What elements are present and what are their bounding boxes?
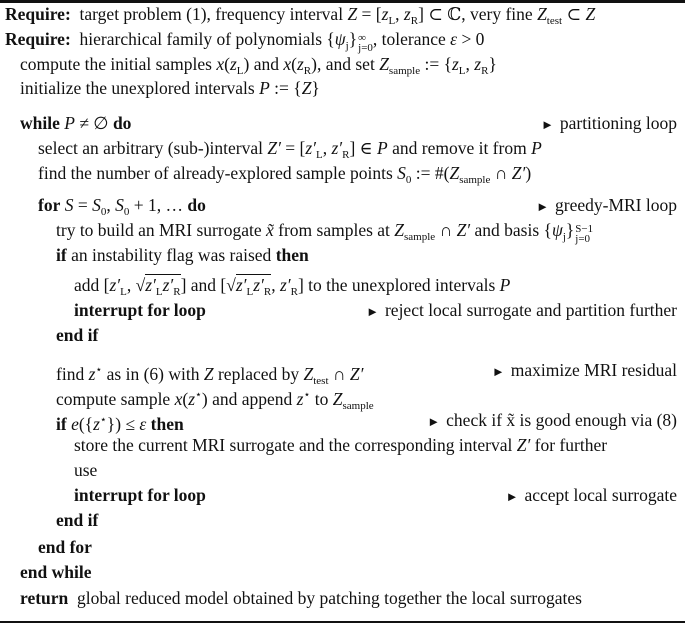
math-var: S	[397, 163, 406, 183]
algorithm-line	[0, 537, 680, 571]
subscript: 0	[123, 206, 130, 218]
comment-triangle-icon: ►	[366, 304, 379, 319]
math-var: z′	[305, 138, 316, 158]
comment-text: greedy-MRI loop	[555, 195, 677, 215]
text: = [	[280, 138, 306, 158]
math-var: Z′	[511, 163, 526, 183]
text: use	[74, 460, 98, 480]
line-body	[74, 458, 97, 482]
subscript: 0	[100, 206, 107, 218]
text: := #(	[411, 163, 450, 183]
math-var: Z′	[516, 435, 531, 455]
subscript: R	[342, 149, 350, 161]
text: ,	[271, 275, 280, 295]
subscript: test	[313, 375, 329, 387]
super-subscript	[575, 224, 593, 244]
text: find	[56, 364, 89, 384]
subscript: R	[410, 15, 419, 27]
keyword: for	[38, 195, 61, 215]
text: ] ⊂ ℂ, very fine	[418, 4, 538, 24]
text: and basis {	[470, 220, 552, 240]
comment-triangle-icon: ►	[505, 489, 519, 504]
math-var: x	[216, 54, 225, 74]
line-comment	[427, 408, 677, 434]
text: hierarchical family of polynomials {	[70, 29, 335, 49]
math-var: z′	[162, 275, 174, 295]
superscript: ⋆	[303, 389, 311, 401]
line-comment	[366, 298, 677, 324]
text: , tolerance	[372, 29, 451, 49]
line-comment	[536, 193, 677, 219]
math-var: z	[381, 4, 389, 24]
line-body	[56, 408, 184, 436]
math-var: x	[283, 54, 292, 74]
comment-text: reject local surrogate and partition further	[384, 300, 677, 320]
subscript: L	[155, 286, 163, 298]
math-var: ψ	[334, 29, 346, 49]
keyword: Require:	[5, 4, 71, 24]
text: ,	[395, 4, 404, 24]
subscript: 0	[405, 174, 412, 186]
math-var: P	[531, 138, 542, 158]
superscript: ∞	[358, 32, 366, 44]
subscript: sample	[388, 65, 421, 77]
text: (	[291, 54, 297, 74]
math-var: P	[499, 275, 511, 295]
line-body	[56, 323, 98, 347]
text: ∩	[435, 220, 457, 240]
math-var: z	[474, 54, 482, 74]
keyword: then	[150, 414, 184, 434]
math-var: Z	[379, 54, 389, 74]
math-var: ψ	[551, 220, 563, 240]
keyword: end for	[38, 537, 92, 557]
text: compute sample	[56, 389, 175, 409]
keyword: end if	[56, 510, 99, 530]
subscript: R	[263, 286, 272, 298]
text: ,	[106, 195, 116, 215]
subscript: L	[246, 286, 254, 298]
math-var: P	[377, 138, 388, 158]
line-comment	[506, 483, 677, 509]
text: = [	[357, 4, 382, 24]
subscript: L	[458, 65, 466, 77]
subscript: R	[481, 65, 489, 77]
algorithm-line	[0, 435, 680, 469]
line-body	[20, 111, 131, 135]
text: }	[311, 78, 320, 98]
keyword: while	[20, 113, 60, 133]
text: }	[565, 220, 575, 240]
text: (	[224, 54, 230, 74]
math-var: Z	[332, 389, 343, 409]
text: target problem (1), frequency interval	[70, 4, 348, 24]
comment-text: partitioning loop	[559, 113, 677, 133]
math-var: ε	[139, 414, 147, 434]
math-var: Z	[537, 4, 547, 24]
text: )	[525, 163, 532, 183]
math-var: z′	[331, 138, 343, 158]
text: initialize the unexplored intervals	[20, 78, 260, 98]
math-var: z′	[145, 275, 156, 295]
text: ,	[322, 138, 332, 158]
comment-triangle-icon: ►	[427, 414, 441, 429]
subscript: L	[236, 65, 244, 77]
superscript: S−1	[575, 223, 594, 235]
keyword: interrupt for loop	[74, 300, 206, 320]
math-var: z	[88, 364, 96, 384]
math-var: e	[71, 414, 79, 434]
superscript: ⋆	[95, 364, 103, 376]
subscript: j=0	[575, 233, 591, 245]
text: replaced by	[213, 364, 304, 384]
comment-text: check if x̃ is good enough via (8)	[446, 410, 677, 430]
text: + 1, …	[129, 195, 188, 215]
math-var: z	[93, 414, 100, 434]
keyword: return	[20, 588, 69, 608]
line-body	[20, 76, 320, 100]
line-body	[56, 243, 309, 267]
math-var: Z′	[349, 364, 364, 384]
subscript: R	[290, 286, 298, 298]
text: (	[182, 389, 189, 409]
subscript: L	[388, 15, 396, 27]
math-var: x̃	[265, 220, 274, 240]
subscript: R	[303, 65, 312, 77]
text: ∩	[490, 163, 512, 183]
math-var: z′	[235, 275, 247, 295]
text: and remove it from	[387, 138, 532, 158]
text: }) ≤	[106, 414, 140, 434]
text: ] ∈	[349, 138, 378, 158]
text: select an arbitrary (sub-)interval	[38, 138, 268, 158]
text: for further	[530, 435, 608, 455]
text: global reduced model obtained by patching together the local surrogates	[68, 588, 582, 608]
text: add [	[74, 275, 110, 295]
line-body	[20, 560, 91, 584]
comment-text: maximize MRI residual	[510, 360, 677, 380]
text: > 0	[457, 29, 485, 49]
keyword: do	[187, 195, 206, 215]
superscript: ⋆	[195, 389, 202, 401]
text: := {	[420, 54, 452, 74]
math-var: Z	[303, 364, 314, 384]
subscript: sample	[459, 174, 491, 186]
math-var: Z	[301, 78, 312, 98]
text: ,	[465, 54, 475, 74]
text: as in (6) with	[102, 364, 204, 384]
algorithm-line	[0, 485, 680, 519]
text: ≠ ∅	[74, 113, 113, 133]
text: try to build an MRI surrogate	[56, 220, 266, 240]
text: ] to the unexplored intervals	[297, 275, 500, 295]
algorithm-line	[0, 78, 680, 112]
math-var: Z	[347, 4, 358, 24]
sqrt-radicand	[235, 274, 272, 298]
math-var: S	[115, 195, 124, 215]
subscript: sample	[342, 400, 374, 412]
keyword: if	[56, 245, 67, 265]
algorithm-line	[0, 300, 680, 334]
line-body	[74, 483, 206, 507]
algorithm-line	[0, 588, 680, 622]
math-var: S	[64, 195, 74, 215]
subscript: test	[546, 15, 563, 27]
text: ) and	[243, 54, 284, 74]
comment-triangle-icon: ►	[536, 199, 549, 214]
subscript: L	[316, 149, 323, 161]
math-var: P	[259, 78, 270, 98]
subscript: j	[345, 40, 349, 52]
comment-triangle-icon: ►	[491, 364, 505, 379]
text: ) and append	[201, 389, 297, 409]
line-body	[74, 298, 206, 322]
text: from samples at	[273, 220, 395, 240]
line-body	[38, 161, 531, 192]
math-var: z′	[279, 275, 291, 295]
super-subscript	[358, 33, 373, 53]
text: }	[348, 29, 358, 49]
math-var: z	[296, 54, 304, 74]
math-var: z	[229, 54, 237, 74]
text: ⊂	[562, 4, 586, 24]
line-body	[56, 508, 98, 532]
line-body	[20, 586, 582, 610]
text: ), and set	[311, 54, 380, 74]
keyword: then	[275, 245, 309, 265]
text: := {	[269, 78, 302, 98]
subscript: L	[120, 286, 127, 298]
line-body	[74, 433, 607, 457]
line-comment	[541, 111, 677, 137]
text: ] and [√	[180, 275, 236, 295]
subscript: sample	[404, 231, 436, 243]
subscript: R	[173, 286, 181, 298]
subscript: j	[562, 231, 566, 243]
math-var: ε	[450, 29, 458, 49]
keyword: end while	[20, 562, 92, 582]
math-var: S	[92, 195, 101, 215]
math-var: Z	[585, 4, 596, 24]
comment-text: accept local surrogate	[524, 485, 677, 505]
math-var: z	[296, 389, 304, 409]
text: , √	[126, 275, 146, 295]
math-var: x	[174, 389, 183, 409]
text: ({	[78, 414, 94, 434]
text: find the number of already-explored sample points	[38, 163, 398, 183]
math-var: z	[188, 389, 195, 409]
math-var: z	[403, 4, 411, 24]
text: compute the initial samples	[20, 54, 217, 74]
math-var: z′	[253, 275, 264, 295]
text: to	[310, 389, 333, 409]
algorithm-line	[0, 510, 680, 544]
subscript: j=0	[358, 42, 373, 54]
keyword: interrupt for loop	[74, 485, 206, 505]
text: }	[488, 54, 497, 74]
text: ∩	[328, 364, 350, 384]
math-var: Z′	[456, 220, 471, 240]
keyword: if	[56, 414, 67, 434]
math-var: z′	[109, 275, 121, 295]
comment-triangle-icon: ►	[540, 117, 554, 132]
keyword: end if	[56, 325, 99, 345]
text: an instability flag was raised	[66, 245, 276, 265]
algorithm-line	[0, 325, 680, 359]
math-var: P	[64, 113, 75, 133]
line-comment	[492, 358, 677, 384]
math-var: Z	[449, 163, 460, 183]
text: =	[73, 195, 93, 215]
keyword: do	[112, 113, 132, 133]
line-body	[38, 535, 92, 559]
math-var: Z′	[267, 138, 281, 158]
math-var: z	[451, 54, 459, 74]
math-var: Z	[394, 220, 405, 240]
sqrt-radicand	[145, 274, 181, 298]
math-var: Z	[203, 364, 214, 384]
keyword: Require:	[5, 29, 71, 49]
text: store the current MRI surrogate and the corresponding interval	[74, 435, 517, 455]
superscript: ⋆	[99, 414, 107, 426]
